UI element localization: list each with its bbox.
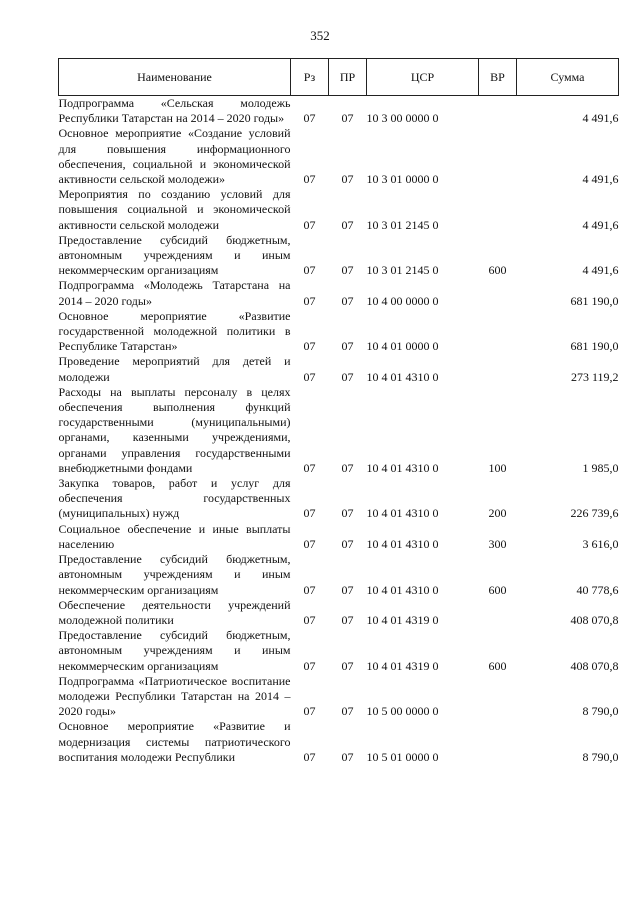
- cell-pr: 07: [341, 704, 354, 719]
- cell-sum: 4 491,6: [582, 172, 619, 187]
- cell-vr: 200: [488, 506, 507, 521]
- cell-vr: 600: [488, 263, 507, 278]
- cell-csr: 10 4 01 0000 0: [366, 339, 439, 354]
- cell-name: Расходы на выплаты персоналу в целях обеспечения выполнения функций государственными (муниципальными) органами, казенными учреждениями, органами управления государственными внебюджетными фондами: [58, 384, 291, 475]
- cell-vr: 600: [488, 582, 507, 597]
- cell-name: Мероприятия по созданию условий для повышения социальной и экономической активности сельской молодежи: [58, 187, 291, 232]
- cell-vr: 600: [488, 658, 507, 673]
- cell-rz: 07: [303, 339, 316, 354]
- cell-rz: 07: [303, 749, 316, 764]
- cell-rz: 07: [303, 217, 316, 232]
- cell-sum: 681 190,0: [570, 339, 619, 354]
- header-sum: Сумма: [517, 59, 619, 96]
- cell-pr: 07: [341, 172, 354, 187]
- cell-csr: 10 3 01 2145 0: [366, 217, 439, 232]
- cell-sum: 4 491,6: [582, 263, 619, 278]
- cell-name: Основное мероприятие «Развитие и модернизация системы патриотического воспитания молодежи Республики: [58, 719, 291, 764]
- cell-vr: [479, 96, 517, 127]
- cell-csr: 10 3 01 0000 0: [366, 172, 439, 187]
- cell-name: Подпрограмма «Молодежь Татарстана на 2014 – 2020 годы»: [58, 278, 291, 308]
- table-row: [59, 628, 619, 674]
- header-name: Наименование: [59, 59, 291, 96]
- cell-name: Подпрограмма «Сельская молодежь Республики Татарстан на 2014 – 2020 годы»: [58, 96, 291, 126]
- cell-sum: 226 739,6: [570, 506, 619, 521]
- cell-name: Основное мероприятие «Создание условий для повышения информационного обеспечения, социальной и экономической активности сельской молодежи»: [58, 126, 291, 187]
- cell-vr: 300: [488, 536, 507, 551]
- cell-pr: 07: [341, 293, 354, 308]
- header-pr: ПР: [329, 59, 367, 96]
- cell-csr: 10 3 00 0000 0: [366, 111, 439, 126]
- cell-vr: [479, 309, 517, 355]
- cell-name: Основное мероприятие «Развитие государственной молодежной политики в Республике Татарстан»: [58, 308, 291, 354]
- cell-csr: 10 4 01 4319 0: [366, 612, 439, 627]
- cell-rz: 07: [303, 506, 316, 521]
- cell-csr: 10 4 01 4310 0: [366, 582, 439, 597]
- cell-sum: 4 491,6: [582, 111, 619, 126]
- cell-name: Проведение мероприятий для детей и молодежи: [58, 354, 291, 384]
- cell-csr: 10 4 01 4310 0: [366, 536, 439, 551]
- cell-name: Предоставление субсидий бюджетным, автономным учреждениям и иным некоммерческим организациям: [58, 552, 291, 597]
- cell-vr: [479, 598, 517, 628]
- cell-name: Предоставление субсидий бюджетным, автономным учреждениям и иным некоммерческим организациям: [58, 232, 291, 278]
- cell-sum: 8 790,0: [582, 704, 619, 719]
- cell-sum: 8 790,0: [582, 749, 619, 764]
- cell-pr: 07: [341, 536, 354, 551]
- cell-sum: 408 070,8: [570, 612, 619, 627]
- cell-pr: 07: [341, 612, 354, 627]
- cell-pr: 07: [341, 582, 354, 597]
- table-row: [59, 96, 619, 127]
- header-vr: ВР: [479, 59, 517, 96]
- table-row: [59, 674, 619, 720]
- cell-rz: 07: [303, 582, 316, 597]
- cell-vr: [479, 719, 517, 765]
- cell-name: Закупка товаров, работ и услуг для обеспечения государственных (муниципальных) нужд: [58, 476, 291, 521]
- cell-pr: 07: [341, 217, 354, 232]
- cell-rz: 07: [303, 536, 316, 551]
- cell-sum: 408 070,8: [570, 658, 619, 673]
- cell-csr: 10 4 01 4310 0: [366, 506, 439, 521]
- cell-pr: 07: [341, 749, 354, 764]
- cell-pr: 07: [341, 263, 354, 278]
- cell-rz: 07: [303, 111, 316, 126]
- cell-name: Социальное обеспечение и иные выплаты населению: [58, 521, 291, 551]
- cell-vr: 100: [488, 460, 507, 475]
- cell-vr: [479, 126, 517, 187]
- table-row: [59, 126, 619, 187]
- cell-sum: 40 778,6: [576, 582, 619, 597]
- cell-vr: [479, 674, 517, 720]
- cell-csr: 10 4 00 0000 0: [366, 293, 439, 308]
- cell-csr: 10 4 01 4310 0: [366, 369, 439, 384]
- table-row: [59, 187, 619, 233]
- cell-sum: 1 985,0: [582, 460, 619, 475]
- cell-sum: 273 119,2: [570, 369, 619, 384]
- table-header-row: [59, 59, 619, 96]
- table-row: [59, 476, 619, 522]
- cell-csr: 10 4 01 4319 0: [366, 658, 439, 673]
- cell-rz: 07: [303, 263, 316, 278]
- table-row: [59, 233, 619, 279]
- cell-name: Подпрограмма «Патриотическое воспитание молодежи Республики Татарстан на 2014 – 2020 годы»: [58, 673, 291, 719]
- cell-sum: 4 491,6: [582, 217, 619, 232]
- cell-sum: 681 190,0: [570, 293, 619, 308]
- header-rz: Рз: [291, 59, 329, 96]
- budget-table: [58, 58, 619, 765]
- table-row: [59, 552, 619, 598]
- cell-vr: [479, 187, 517, 233]
- cell-pr: 07: [341, 506, 354, 521]
- table-row: [59, 354, 619, 384]
- cell-rz: 07: [303, 293, 316, 308]
- cell-rz: 07: [303, 658, 316, 673]
- cell-rz: 07: [303, 460, 316, 475]
- cell-vr: [479, 278, 517, 308]
- cell-rz: 07: [303, 704, 316, 719]
- table-row: [59, 598, 619, 628]
- cell-vr: [479, 354, 517, 384]
- cell-csr: 10 3 01 2145 0: [366, 263, 439, 278]
- cell-pr: 07: [341, 339, 354, 354]
- page-number: 352: [310, 28, 330, 43]
- cell-pr: 07: [341, 658, 354, 673]
- table-row: [59, 719, 619, 765]
- table-row: [59, 385, 619, 476]
- cell-pr: 07: [341, 369, 354, 384]
- cell-csr: 10 5 01 0000 0: [366, 749, 439, 764]
- cell-rz: 07: [303, 612, 316, 627]
- cell-name: Предоставление субсидий бюджетным, автономным учреждениям и иным некоммерческим организациям: [58, 628, 291, 673]
- table-row: [59, 522, 619, 552]
- cell-pr: 07: [341, 111, 354, 126]
- table-row: [59, 309, 619, 355]
- table-row: [59, 278, 619, 308]
- header-csr: ЦСР: [367, 59, 479, 96]
- cell-csr: 10 5 00 0000 0: [366, 704, 439, 719]
- cell-rz: 07: [303, 172, 316, 187]
- cell-pr: 07: [341, 460, 354, 475]
- cell-csr: 10 4 01 4310 0: [366, 460, 439, 475]
- cell-sum: 3 616,0: [582, 536, 619, 551]
- cell-rz: 07: [303, 369, 316, 384]
- cell-name: Обеспечение деятельности учреждений молодежной политики: [58, 597, 291, 627]
